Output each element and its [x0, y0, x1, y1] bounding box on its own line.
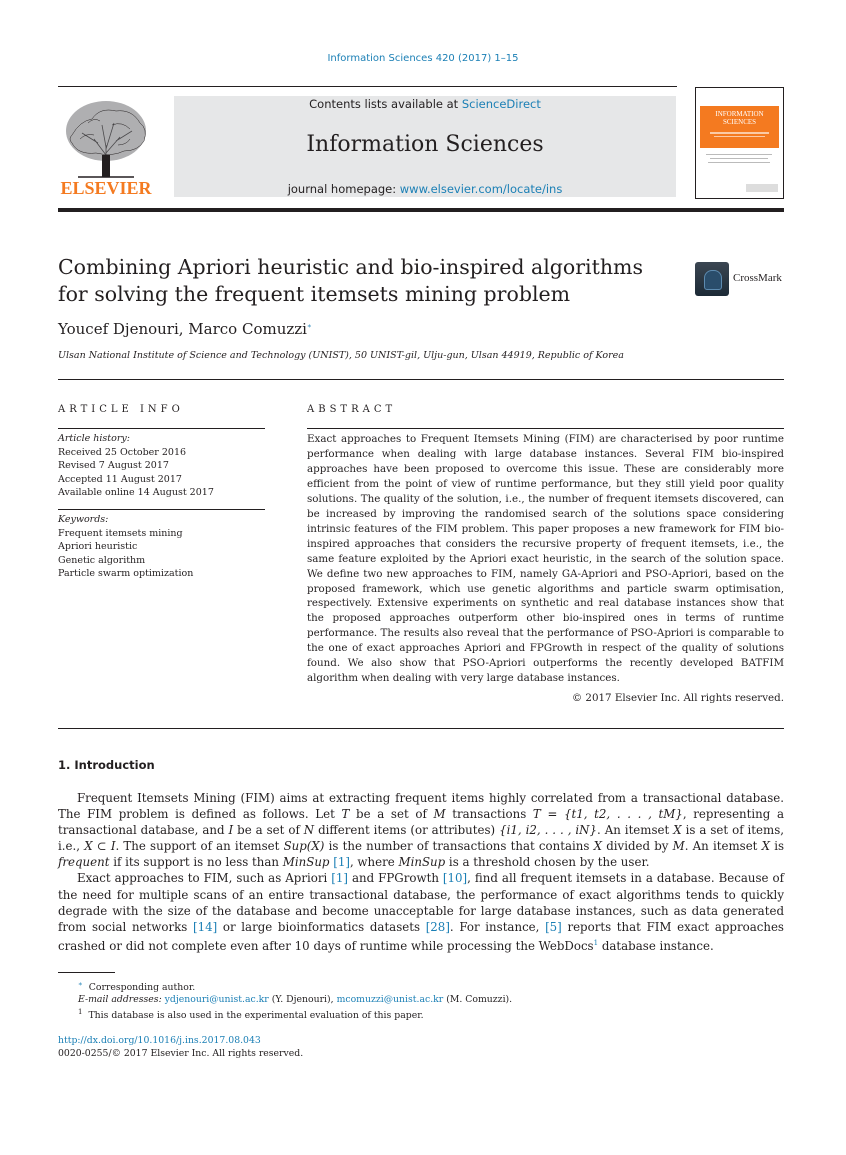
author-list: Youcef Djenouri, Marco Comuzzi∗	[58, 320, 312, 338]
article-info-heading: ARTICLE INFO	[58, 404, 184, 415]
keyword-item: Frequent itemsets mining	[58, 527, 183, 539]
homepage-link[interactable]: www.elsevier.com/locate/ins	[399, 182, 563, 196]
affiliation: Ulsan National Institute of Science and Technology (UNIST), 50 UNIST-gil, Ulju-gun, Ulsan 44919, Republic of Korea	[58, 350, 624, 361]
journal-reference[interactable]: Information Sciences 420 (2017) 1–15	[327, 53, 519, 64]
header-rule	[58, 86, 677, 87]
history-label: Article history:	[58, 433, 130, 444]
intro-paragraph-1: Frequent Itemsets Mining (FIM) aims at extracting frequent items highly correlated from a transactional database. The FIM problem is defined as follows. Let T be a set of M transactions T = {t1, t2, . . . , tM}, representing a transactional database, and I be a set of N different items (or attributes) {i1, i2, . . . , iN}. An itemset X is a set of items, i.e., X ⊂ I. The support of an itemset Sup(X) is the number of transactions that contains X divided by M. An itemset X is frequent if its support is no less than MinSup [1], where MinSup is a threshold chosen by the user.	[58, 791, 785, 870]
journal-title: Information Sciences	[306, 132, 544, 157]
abstract-heading: ABSTRACT	[307, 404, 397, 415]
history-online: Available online 14 August 2017	[58, 487, 214, 498]
abstract-end-divider	[58, 728, 784, 729]
keyword-item: Particle swarm optimization	[58, 568, 194, 579]
history-revised: Revised 7 August 2017	[58, 460, 169, 471]
journal-cover-thumbnail	[695, 87, 784, 199]
publisher-name: ELSEVIER	[60, 178, 152, 197]
cover-title-2: SCIENCES	[722, 118, 757, 126]
keywords-rule	[58, 509, 265, 510]
header-thick-rule	[58, 208, 784, 212]
abstract-rule	[307, 428, 784, 429]
footnote-rule	[58, 972, 115, 973]
citation-link[interactable]: [5]	[545, 919, 562, 934]
abstract-copyright: © 2017 Elsevier Inc. All rights reserved.	[571, 692, 784, 704]
citation-link[interactable]: [1]	[331, 871, 348, 886]
article-history	[58, 432, 268, 500]
corresponding-author-mark[interactable]: ∗	[306, 322, 312, 330]
citation-link[interactable]: [14]	[192, 919, 218, 934]
contents-line: Contents lists available at ScienceDirect	[309, 97, 541, 111]
citation-link[interactable]: [10]	[442, 871, 468, 886]
citation-link[interactable]: [28]	[425, 919, 450, 934]
crossmark-icon	[695, 262, 729, 296]
keywords-label: Keywords:	[58, 514, 109, 525]
doi-link[interactable]: http://dx.doi.org/10.1016/j.ins.2017.08.043	[58, 1035, 261, 1046]
keywords-block	[58, 513, 268, 581]
cover-title-1: INFORMATION	[715, 110, 764, 118]
article-title: Combining Apriori heuristic and bio-inspired algorithms for solving the frequent itemsets mining problem	[58, 255, 643, 306]
footnote-emails: E-mail addresses: ydjenouri@unist.ac.kr (Y. Djenouri), mcomuzzi@unist.ac.kr (M. Comuzzi).	[78, 994, 513, 1005]
history-received: Received 25 October 2016	[58, 446, 187, 458]
intro-paragraph-2: Exact approaches to FIM, such as Apriori [1] and FPGrowth [10], find all frequent itemsets in a database. Because of the need for multiple scans of an entire transactional database, the performance of exact algorithms tends to quickly degrade with the size of the database and become unacceptable for large database instances, such as data generated from social networks [14] or large bioinformatics datasets [28]. For instance, [5] reports that FIM exact approaches crashed or did not complete even after 10 days of runtime while processing the WebDocs$^1$ database instance.	[58, 871, 785, 953]
history-accepted: Accepted 11 August 2017	[58, 473, 182, 485]
keyword-item: Apriori heuristic	[58, 541, 138, 552]
footnote-mark: ∗	[78, 980, 83, 988]
footnote-link[interactable]: 1	[593, 938, 599, 947]
introduction-body	[58, 790, 784, 954]
footnote-corresponding: ∗ Corresponding author.	[78, 980, 196, 994]
crossmark-badge[interactable]	[695, 262, 783, 296]
crossmark-label: CrossMark	[733, 272, 782, 284]
keyword-item: Genetic algorithm	[58, 554, 146, 566]
section-divider	[58, 379, 784, 380]
sciencedirect-link[interactable]: ScienceDirect	[461, 97, 541, 111]
issn-copyright: 0020-0255/© 2017 Elsevier Inc. All rights reserved.	[58, 1048, 304, 1059]
homepage-line: journal homepage: www.elsevier.com/locate/ins	[287, 182, 563, 196]
footnote-1: $^1$ This database is also used in the experimental evaluation of this paper.	[78, 1008, 424, 1022]
info-rule	[58, 428, 265, 429]
introduction-heading: 1. Introduction	[58, 758, 155, 772]
email-link[interactable]: ydjenouri@unist.ac.kr	[164, 994, 269, 1005]
abstract-text: Exact approaches to Frequent Itemsets Mining (FIM) are characterised by poor runtime performance when dealing with large database instances. Several FIM bio-inspired approaches have been proposed to overcome this issue. These are considerably more efficient from the point of view of runtime performance, but they still yield poor quality solutions. The quality of the solution, i.e., the number of frequent itemsets discovered, can be increased by improving the randomised search of the solutions space considering intrinsic features of the FIM problem. This paper proposes a new framework for FIM bio-inspired approaches that considers the recursive property of frequent itemsets, i.e., the same feature exploited by the Apriori exact heuristic, in the search of the solution space. We define two new approaches to FIM, namely GA-Apriori and PSO-Apriori, based on the proposed framework, which use genetic algorithms and particle swarm optimisation, respectively. Extensive experiments on synthetic and real database instances show that the proposed approaches outperform other bio-inspired ones in terms of runtime performance. The results also reveal that the performance of PSO-Apriori is comparable to the one of exact approaches Apriori and FPGrowth in respect of the quality of solutions found. We also show that PSO-Apriori outperforms the recently developed BATFIM algorithm when dealing with very large database instances.	[307, 433, 784, 685]
email-link[interactable]: mcomuzzi@unist.ac.kr	[336, 994, 444, 1005]
citation-link[interactable]: [1]	[333, 855, 350, 870]
elsevier-tree-logo	[58, 95, 154, 197]
footnote-mark: 1	[78, 1008, 83, 1016]
